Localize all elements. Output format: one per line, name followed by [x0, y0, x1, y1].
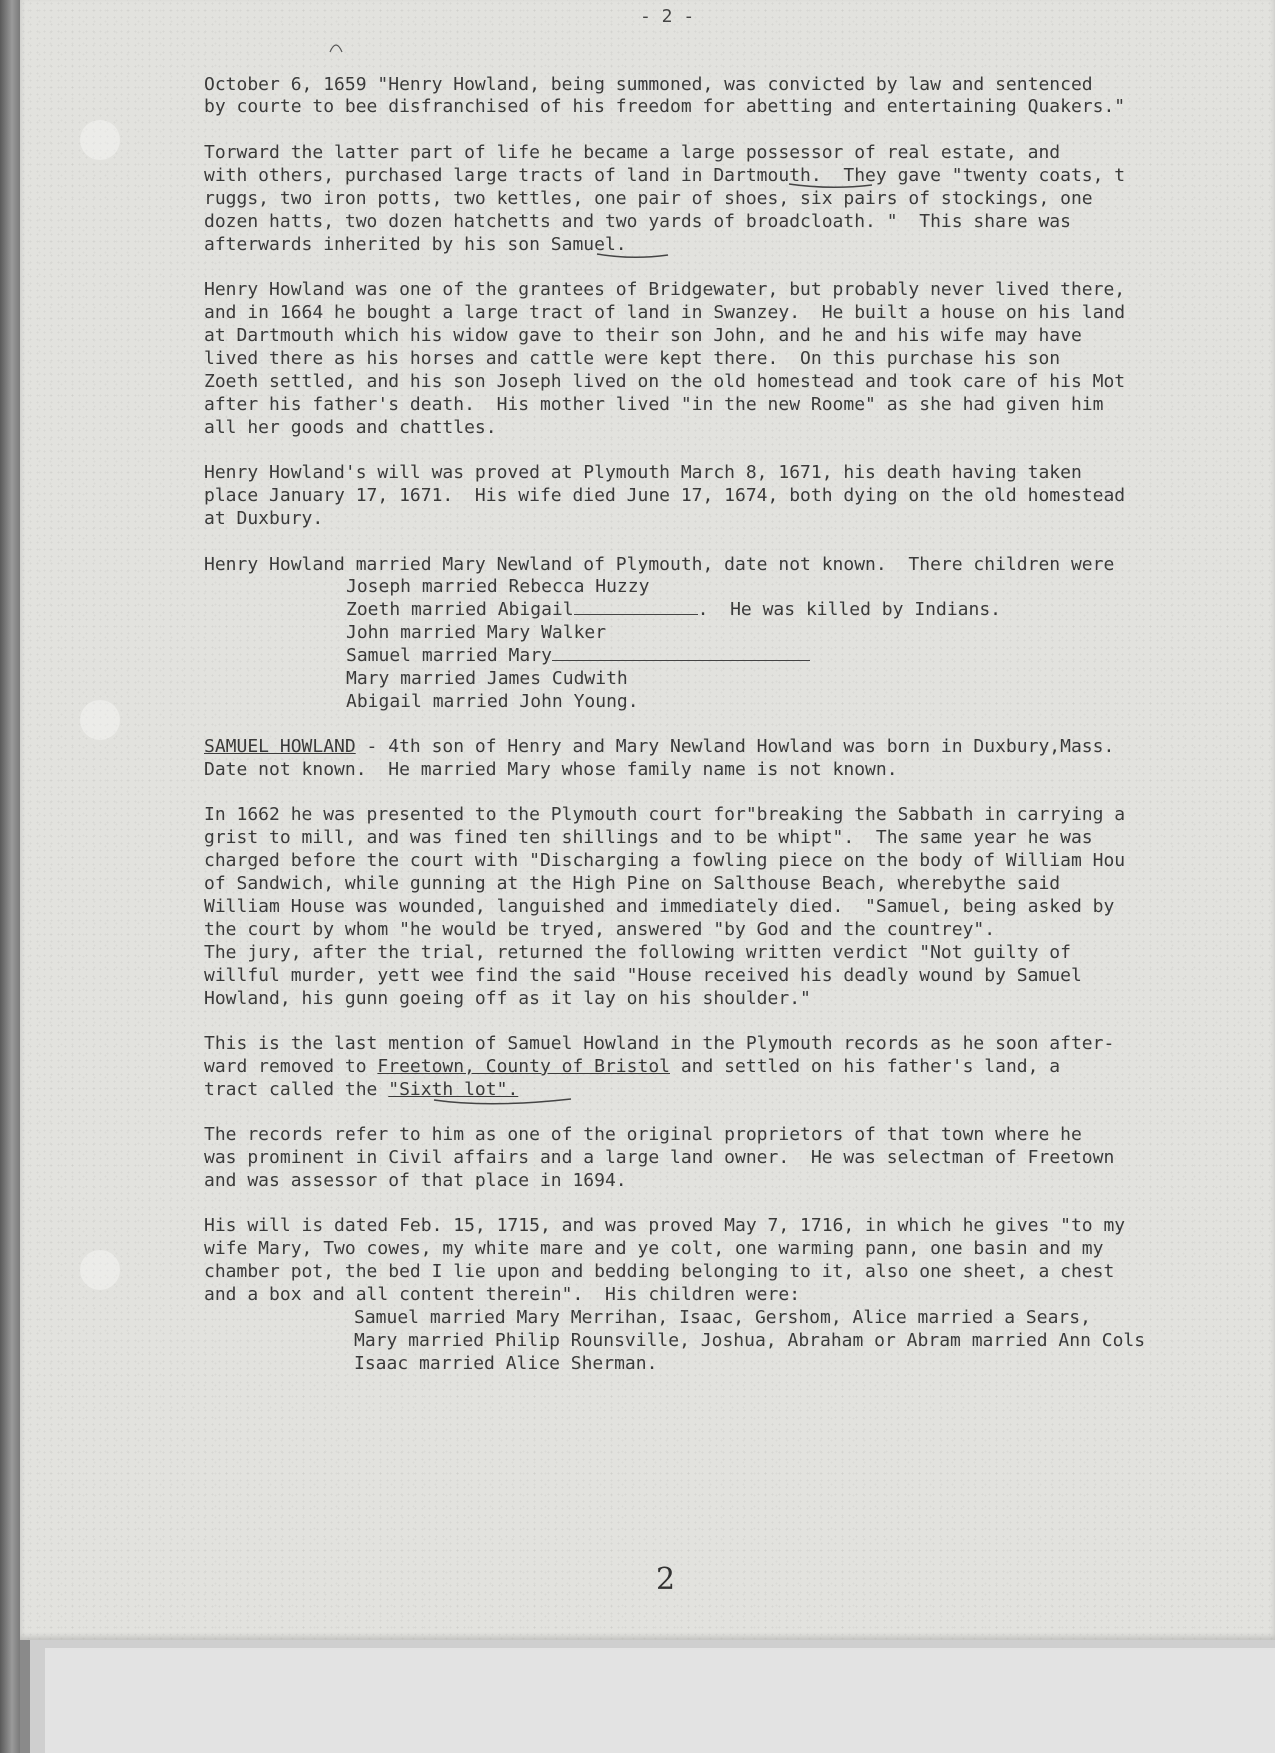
text-line: grist to mill, and was fined ten shillings and to be whipt". The same year he was	[204, 827, 1093, 848]
text-line: at Dartmouth which his widow gave to their son John, and he and his wife may have	[204, 325, 1082, 346]
text-line: willful murder, yett wee find the said "House received his deadly wound by Samuel	[204, 965, 1082, 986]
text-line: The records refer to him as one of the original proprietors of that town where he	[204, 1124, 1082, 1145]
binder-edge	[0, 0, 20, 1753]
text-line: of Sandwich, while gunning at the High Pine on Salthouse Beach, wherebythe said	[204, 873, 1061, 894]
text-line: dozen hatts, two dozen hatchetts and two yards of broadcloath. " This share was	[204, 211, 1071, 232]
text-line: Henry Howland was one of the grantees of Bridgewater, but probably never lived there,	[204, 279, 1126, 300]
section-heading: SAMUEL HOWLAND	[204, 736, 356, 757]
child-entry-text: Samuel married Mary	[346, 645, 552, 666]
text-line: His will is dated Feb. 15, 1715, and was proved May 7, 1716, in which he gives "to my	[204, 1215, 1126, 1236]
handwritten-underline	[789, 184, 872, 187]
child-entry-text: Zoeth married Abigail	[346, 599, 574, 620]
text-segment: ward removed to	[204, 1056, 378, 1077]
text-line: Henry Howland's will was proved at Plymouth March 8, 1671, his death having taken	[204, 462, 1082, 483]
text-line: chamber pot, the bed I lie upon and bedding belonging to it, also one sheet, a chest	[204, 1261, 1115, 1282]
text-line: ruggs, two iron potts, two kettles, one pair of shoes, six pairs of stockings, one	[204, 188, 1093, 209]
child-entry: John married Mary Walker	[346, 622, 607, 643]
text-line: by courte to bee disfranchised of his freedom for abetting and entertaining Quakers."	[204, 96, 1126, 117]
page-number: - 2 -	[640, 6, 695, 27]
text-line: This is the last mention of Samuel Howland in the Plymouth records as he soon after-	[204, 1033, 1115, 1054]
text-line: place January 17, 1671. His wife died June 17, 1674, both dying on the old homestead	[204, 485, 1126, 506]
text-line: was prominent in Civil affairs and a large land owner. He was selectman of Freetown	[204, 1147, 1115, 1168]
text-line: charged before the court with "Discharging a fowling piece on the body of William Hou	[204, 850, 1126, 871]
section-heading-rest: - 4th son of Henry and Mary Newland Howland was born in Duxbury,Mass.	[355, 736, 1115, 757]
text-line: William House was wounded, languished and immediately died. "Samuel, being asked by	[204, 896, 1115, 917]
child-entry: Joseph married Rebecca Huzzy	[346, 576, 650, 597]
child-entry: Mary married James Cudwith	[346, 668, 628, 689]
text-line: at Duxbury.	[204, 508, 324, 529]
child-entry: Samuel married Mary Merrihan, Isaac, Gershom, Alice married a Sears,	[354, 1307, 1091, 1328]
child-entry: Isaac married Alice Sherman.	[354, 1353, 658, 1374]
text-segment: and settled on his father's land, a	[670, 1056, 1061, 1077]
text-line: Torward the latter part of life he became a large possessor of real estate, and	[204, 142, 1061, 163]
text-line: and was assessor of that place in 1694.	[204, 1170, 627, 1191]
text-line: with others, purchased large tracts of land in Dartmouth. They gave "twenty coats, t	[204, 165, 1126, 186]
underlined-place: Freetown, County of Bristol	[377, 1056, 670, 1077]
document-page	[20, 0, 1275, 1640]
text-line: all her goods and chattles.	[204, 417, 497, 438]
handwritten-page-number: 2	[656, 1562, 676, 1597]
text-line: October 6, 1659 "Henry Howland, being summoned, was convicted by law and sentenced	[204, 74, 1093, 95]
handwritten-underline	[434, 1099, 571, 1104]
text-line: and a box and all content therein". His children were:	[204, 1284, 801, 1305]
handwritten-underline	[597, 254, 668, 257]
text-line: after his father's death. His mother lived "in the new Roome" as she had given him	[204, 394, 1104, 415]
text-line: Zoeth settled, and his son Joseph lived on the old homestead and took care of his Mot	[204, 371, 1126, 392]
text-line: and in 1664 he bought a large tract of land in Swanzey. He built a house on his land	[204, 302, 1126, 323]
handwritten-mark	[330, 45, 342, 52]
child-entry: Abigail married John Young.	[346, 691, 639, 712]
text-line: Date not known. He married Mary whose family name is not known.	[204, 759, 898, 780]
text-line: the court by whom "he would be tryed, answered "by God and the countrey".	[204, 919, 996, 940]
underlined-lot: "Sixth lot".	[388, 1079, 519, 1100]
text-line: wife Mary, Two cowes, my white mare and ye colt, one warming pann, one basin and my	[204, 1238, 1104, 1259]
text-line: lived there as his horses and cattle were kept there. On this purchase his son	[204, 348, 1061, 369]
text-segment: tract called the	[204, 1079, 389, 1100]
text-line: Howland, his gunn goeing off as it lay on his shoulder."	[204, 988, 811, 1009]
child-entry-note: . He was killed by Indians.	[697, 599, 1002, 620]
child-entry: Mary married Philip Rounsville, Joshua, Abraham or Abram married Ann Cols	[354, 1330, 1146, 1351]
text-line: Henry Howland married Mary Newland of Plymouth, date not known. There children were	[204, 554, 1115, 575]
hand-annotations	[20, 0, 1275, 1640]
text-line: In 1662 he was presented to the Plymouth court for"breaking the Sabbath in carrying a	[204, 804, 1126, 825]
text-line: afterwards inherited by his son Samuel.	[204, 234, 627, 255]
text-line: The jury, after the trial, returned the following written verdict "Not guilty of	[204, 942, 1071, 963]
